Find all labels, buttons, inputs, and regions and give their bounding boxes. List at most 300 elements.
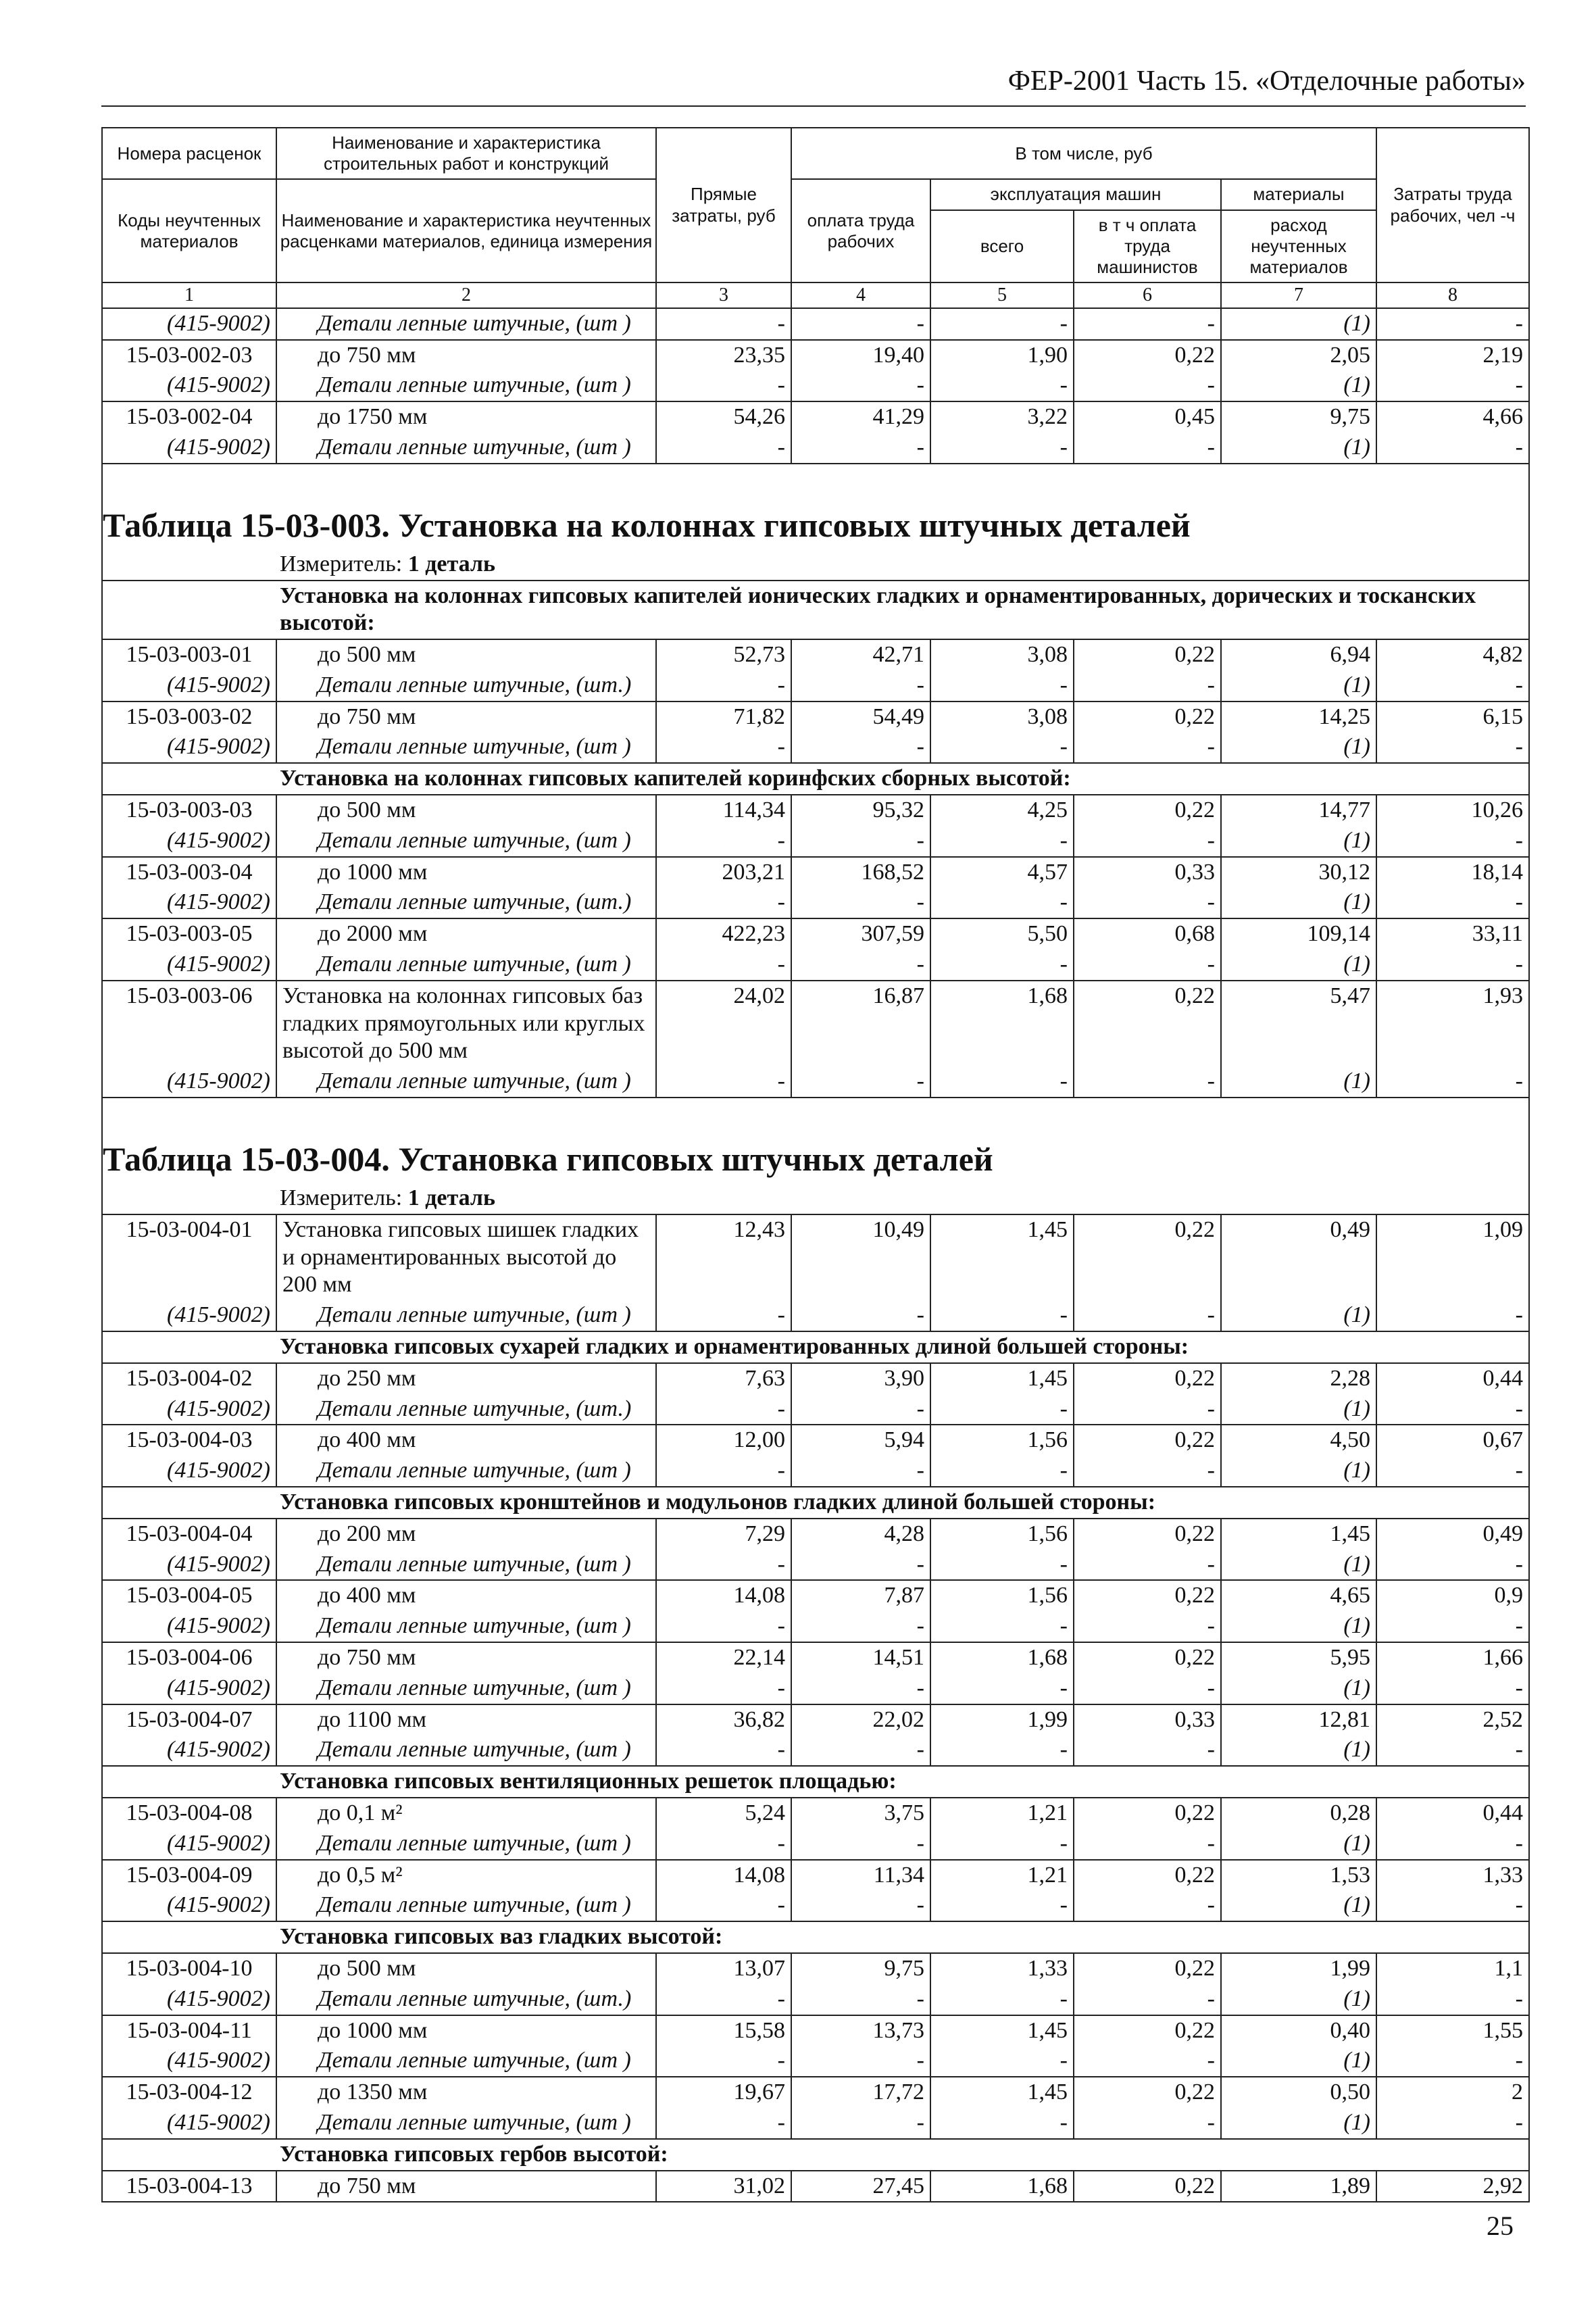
machines-total-cell: 4,57 (930, 857, 1074, 888)
material-name: Детали лепные штучные, (шт ) (276, 433, 656, 464)
rate-row (102, 2015, 1529, 2046)
material-code: (415-9002) (102, 950, 276, 981)
operator-pay-cell: - (1074, 1984, 1221, 2015)
labor-costs-cell: - (1376, 1829, 1529, 1860)
rate-code: 15-03-004-07 (102, 1704, 276, 1736)
machines-total-cell: - (930, 1829, 1074, 1860)
rate-code: 15-03-004-09 (102, 1860, 276, 1891)
operator-pay-cell: 0,22 (1074, 1214, 1221, 1300)
rate-row (102, 340, 1529, 371)
machines-total-cell: 1,68 (930, 2171, 1074, 2202)
direct-costs-cell: 36,82 (656, 1704, 791, 1736)
operator-pay-cell: - (1074, 2046, 1221, 2077)
operator-pay-cell: - (1074, 308, 1221, 340)
operator-pay-cell: - (1074, 1394, 1221, 1425)
material-consumption-cell: (1) (1221, 950, 1376, 981)
material-row (102, 670, 1529, 701)
operator-pay-cell: 0,22 (1074, 1425, 1221, 1456)
direct-costs-cell: - (656, 1890, 791, 1921)
direct-costs-cell: 114,34 (656, 795, 791, 826)
direct-costs-cell: 7,29 (656, 1519, 791, 1550)
material-consumption-cell: 1,89 (1221, 2171, 1376, 2202)
group-heading-row (102, 2139, 1529, 2171)
worker-pay-cell: - (791, 308, 930, 340)
material-code: (415-9002) (102, 1735, 276, 1766)
machines-total-cell: 1,21 (930, 1860, 1074, 1891)
labor-costs-cell: 2,52 (1376, 1704, 1529, 1736)
material-consumption-cell: 4,50 (1221, 1425, 1376, 1456)
direct-costs-cell: - (656, 887, 791, 918)
labor-costs-cell: - (1376, 433, 1529, 464)
col-head-including: В том числе, руб (791, 128, 1376, 179)
operator-pay-cell: 0,68 (1074, 918, 1221, 950)
labor-costs-cell: 1,09 (1376, 1214, 1529, 1300)
labor-costs-cell: 1,66 (1376, 1642, 1529, 1673)
rate-row (102, 401, 1529, 433)
work-name: до 750 мм (276, 1642, 656, 1673)
material-name: Детали лепные штучные, (шт.) (276, 1394, 656, 1425)
material-row (102, 433, 1529, 464)
material-code: (415-9002) (102, 308, 276, 340)
direct-costs-cell: 14,08 (656, 1860, 791, 1891)
rate-row (102, 2077, 1529, 2108)
machines-total-cell: 1,99 (930, 1704, 1074, 1736)
worker-pay-cell: 11,34 (791, 1860, 930, 1891)
col-head-material-name: Наименование и характеристика неучтенных расценками материалов, единица измерения (276, 179, 656, 282)
group-heading: Установка гипсовых сухарей гладких и орнаментированных длиной большей стороны: (102, 1331, 1529, 1363)
worker-pay-cell: - (791, 950, 930, 981)
worker-pay-cell: 22,02 (791, 1704, 930, 1736)
col-head-work-name: Наименование и характеристика строительных работ и конструкций (276, 128, 656, 179)
operator-pay-cell: - (1074, 2108, 1221, 2139)
worker-pay-cell: 10,49 (791, 1214, 930, 1300)
worker-pay-cell: 41,29 (791, 401, 930, 433)
material-consumption-cell: 2,05 (1221, 340, 1376, 371)
spacer-row (102, 464, 1529, 505)
direct-costs-cell: 14,08 (656, 1580, 791, 1611)
rate-row (102, 2171, 1529, 2202)
material-consumption-cell: 12,81 (1221, 1704, 1376, 1736)
measure-line (102, 1183, 1529, 1214)
material-consumption-cell: (1) (1221, 1066, 1376, 1098)
rate-code: 15-03-002-03 (102, 340, 276, 371)
operator-pay-cell: 0,22 (1074, 981, 1221, 1066)
operator-pay-cell: 0,22 (1074, 2171, 1221, 2202)
labor-costs-cell: - (1376, 732, 1529, 763)
work-name: до 1100 мм (276, 1704, 656, 1736)
table-title: Таблица 15-03-004. Установка гипсовых штучных деталей (102, 1139, 1529, 1183)
labor-costs-cell: - (1376, 950, 1529, 981)
material-consumption-cell: (1) (1221, 1984, 1376, 2015)
material-name: Детали лепные штучные, (шт ) (276, 1300, 656, 1331)
rate-code: 15-03-003-03 (102, 795, 276, 826)
operator-pay-cell: 0,22 (1074, 639, 1221, 670)
rate-row (102, 1580, 1529, 1611)
material-consumption-cell: (1) (1221, 1829, 1376, 1860)
worker-pay-cell: - (791, 1066, 930, 1098)
material-consumption-cell: (1) (1221, 2046, 1376, 2077)
group-heading: Установка на колоннах гипсовых капителей ионических гладких и орнаментированных, дорических и тосканских высотой: (102, 581, 1529, 640)
col-head-material-codes: Коды неучтенных материалов (102, 179, 276, 282)
work-name: до 200 мм (276, 1519, 656, 1550)
worker-pay-cell: - (791, 670, 930, 701)
material-consumption-cell: (1) (1221, 1456, 1376, 1487)
spacer-row (102, 1098, 1529, 1139)
operator-pay-cell: 0,22 (1074, 1642, 1221, 1673)
machines-total-cell: - (930, 433, 1074, 464)
direct-costs-cell: 422,23 (656, 918, 791, 950)
machines-total-cell: - (930, 1735, 1074, 1766)
material-consumption-cell: 9,75 (1221, 401, 1376, 433)
direct-costs-cell: - (656, 950, 791, 981)
machines-total-cell: 5,50 (930, 918, 1074, 950)
direct-costs-cell: - (656, 1066, 791, 1098)
material-row (102, 308, 1529, 340)
material-consumption-cell: (1) (1221, 308, 1376, 340)
material-code: (415-9002) (102, 1300, 276, 1331)
material-row (102, 887, 1529, 918)
rate-row (102, 701, 1529, 733)
material-consumption-cell: (1) (1221, 1550, 1376, 1581)
group-heading-row (102, 581, 1529, 640)
machines-total-cell: - (930, 732, 1074, 763)
table-title-row (102, 1139, 1529, 1183)
material-code: (415-9002) (102, 1066, 276, 1098)
labor-costs-cell: 2,92 (1376, 2171, 1529, 2202)
labor-costs-cell: 18,14 (1376, 857, 1529, 888)
labor-costs-cell: 0,44 (1376, 1363, 1529, 1394)
worker-pay-cell: 168,52 (791, 857, 930, 888)
machines-total-cell: 1,68 (930, 1642, 1074, 1673)
col-head-machines: эксплуатация машин (930, 179, 1221, 210)
operator-pay-cell: - (1074, 1456, 1221, 1487)
worker-pay-cell: 3,90 (791, 1363, 930, 1394)
work-name: Установка гипсовых шишек гладких и орнаментированных высотой до 200 мм (276, 1214, 656, 1300)
labor-costs-cell: - (1376, 1550, 1529, 1581)
material-consumption-cell: 0,49 (1221, 1214, 1376, 1300)
worker-pay-cell: 5,94 (791, 1425, 930, 1456)
labor-costs-cell: 6,15 (1376, 701, 1529, 733)
work-name: до 400 мм (276, 1580, 656, 1611)
table-title: Таблица 15-03-003. Установка на колоннах гипсовых штучных деталей (102, 505, 1529, 549)
work-name: до 1750 мм (276, 401, 656, 433)
work-name: до 500 мм (276, 795, 656, 826)
worker-pay-cell: 14,51 (791, 1642, 930, 1673)
labor-costs-cell: - (1376, 1735, 1529, 1766)
machines-total-cell: - (930, 1550, 1074, 1581)
rate-code: 15-03-004-02 (102, 1363, 276, 1394)
material-consumption-cell: 5,95 (1221, 1642, 1376, 1673)
material-consumption-cell: 30,12 (1221, 857, 1376, 888)
machines-total-cell: 1,45 (930, 2015, 1074, 2046)
rate-code: 15-03-004-03 (102, 1425, 276, 1456)
material-row (102, 950, 1529, 981)
rate-row (102, 1704, 1529, 1736)
group-heading: Установка гипсовых гербов высотой: (102, 2139, 1529, 2171)
material-name: Детали лепные штучные, (шт ) (276, 370, 656, 401)
rate-code: 15-03-004-12 (102, 2077, 276, 2108)
direct-costs-cell: - (656, 1829, 791, 1860)
worker-pay-cell: - (791, 1829, 930, 1860)
column-number: 1 (102, 282, 276, 308)
worker-pay-cell: - (791, 732, 930, 763)
worker-pay-cell: 16,87 (791, 981, 930, 1066)
rate-row (102, 1519, 1529, 1550)
labor-costs-cell: 10,26 (1376, 795, 1529, 826)
labor-costs-cell: - (1376, 1984, 1529, 2015)
work-name: до 250 мм (276, 1363, 656, 1394)
rate-code: 15-03-004-04 (102, 1519, 276, 1550)
material-consumption-cell: (1) (1221, 1673, 1376, 1704)
material-consumption-cell: 2,28 (1221, 1363, 1376, 1394)
machines-total-cell: 3,08 (930, 639, 1074, 670)
worker-pay-cell: - (791, 370, 930, 401)
material-row (102, 1550, 1529, 1581)
column-number: 6 (1074, 282, 1221, 308)
labor-costs-cell: 4,66 (1376, 401, 1529, 433)
direct-costs-cell: - (656, 670, 791, 701)
direct-costs-cell: - (656, 433, 791, 464)
rate-row (102, 1798, 1529, 1829)
col-head-labor-costs: Затраты труда рабочих, чел -ч (1376, 128, 1529, 282)
material-consumption-cell: (1) (1221, 887, 1376, 918)
table-header (102, 128, 1529, 308)
labor-costs-cell: 1,33 (1376, 1860, 1529, 1891)
material-row (102, 370, 1529, 401)
operator-pay-cell: 0,22 (1074, 2015, 1221, 2046)
rate-code: 15-03-004-10 (102, 1953, 276, 1984)
machines-total-cell: - (930, 887, 1074, 918)
direct-costs-cell: 12,43 (656, 1214, 791, 1300)
labor-costs-cell: - (1376, 2108, 1529, 2139)
material-name: Детали лепные штучные, (шт.) (276, 887, 656, 918)
direct-costs-cell: - (656, 2108, 791, 2139)
operator-pay-cell: 0,22 (1074, 2077, 1221, 2108)
operator-pay-cell: 0,22 (1074, 1953, 1221, 1984)
operator-pay-cell: 0,22 (1074, 1580, 1221, 1611)
worker-pay-cell: - (791, 1300, 930, 1331)
material-row (102, 1829, 1529, 1860)
table-body (102, 308, 1529, 2202)
column-number: 7 (1221, 282, 1376, 308)
material-consumption-cell: (1) (1221, 1300, 1376, 1331)
col-head-operator-pay: в т ч оплата труда машинистов (1074, 210, 1221, 283)
material-row (102, 2046, 1529, 2077)
labor-costs-cell: - (1376, 1300, 1529, 1331)
material-consumption-cell: (1) (1221, 2108, 1376, 2139)
labor-costs-cell: - (1376, 1890, 1529, 1921)
operator-pay-cell: 0,33 (1074, 857, 1221, 888)
group-heading: Установка гипсовых ваз гладких высотой: (102, 1921, 1529, 1953)
rate-row (102, 981, 1529, 1066)
machines-total-cell: - (930, 370, 1074, 401)
running-header: ФЕР-2001 Часть 15. «Отделочные работы» (1007, 66, 1526, 97)
worker-pay-cell: - (791, 2108, 930, 2139)
worker-pay-cell: 95,32 (791, 795, 930, 826)
column-number-row (102, 282, 1529, 308)
machines-total-cell: - (930, 1300, 1074, 1331)
material-row (102, 1394, 1529, 1425)
direct-costs-cell: 19,67 (656, 2077, 791, 2108)
work-name: до 500 мм (276, 1953, 656, 1984)
rate-code: 15-03-004-06 (102, 1642, 276, 1673)
material-consumption-cell: 14,77 (1221, 795, 1376, 826)
operator-pay-cell: - (1074, 1735, 1221, 1766)
material-code: (415-9002) (102, 887, 276, 918)
direct-costs-cell: 71,82 (656, 701, 791, 733)
material-code: (415-9002) (102, 732, 276, 763)
rate-code: 15-03-003-02 (102, 701, 276, 733)
material-code: (415-9002) (102, 433, 276, 464)
spacer-cell (102, 464, 1529, 505)
material-code: (415-9002) (102, 1673, 276, 1704)
operator-pay-cell: 0,22 (1074, 1519, 1221, 1550)
labor-costs-cell: - (1376, 1673, 1529, 1704)
material-code: (415-9002) (102, 1890, 276, 1921)
operator-pay-cell: - (1074, 1550, 1221, 1581)
rate-code: 15-03-004-08 (102, 1798, 276, 1829)
operator-pay-cell: - (1074, 1611, 1221, 1642)
labor-costs-cell: - (1376, 1066, 1529, 1098)
column-number: 3 (656, 282, 791, 308)
material-name: Детали лепные штучные, (шт ) (276, 1550, 656, 1581)
direct-costs-cell: 12,00 (656, 1425, 791, 1456)
work-name: Установка на колоннах гипсовых баз гладких прямоугольных или круглых высотой до 500 мм (276, 981, 656, 1066)
direct-costs-cell: - (656, 826, 791, 857)
rate-code: 15-03-003-01 (102, 639, 276, 670)
rate-code: 15-03-004-05 (102, 1580, 276, 1611)
operator-pay-cell: 0,33 (1074, 1704, 1221, 1736)
material-code: (415-9002) (102, 1550, 276, 1581)
machines-total-cell: 1,56 (930, 1519, 1074, 1550)
rate-row (102, 1214, 1529, 1300)
labor-costs-cell: 33,11 (1376, 918, 1529, 950)
worker-pay-cell: 54,49 (791, 701, 930, 733)
labor-costs-cell: - (1376, 370, 1529, 401)
rate-row (102, 857, 1529, 888)
material-consumption-cell: (1) (1221, 826, 1376, 857)
rate-code: 15-03-004-11 (102, 2015, 276, 2046)
labor-costs-cell: - (1376, 1611, 1529, 1642)
machines-total-cell: - (930, 1456, 1074, 1487)
machines-total-cell: - (930, 1890, 1074, 1921)
machines-total-cell: - (930, 1673, 1074, 1704)
rate-row (102, 1953, 1529, 1984)
work-name: до 1000 мм (276, 2015, 656, 2046)
worker-pay-cell: 19,40 (791, 340, 930, 371)
machines-total-cell: - (930, 670, 1074, 701)
material-name: Детали лепные штучные, (шт ) (276, 1673, 656, 1704)
material-consumption-cell: 5,47 (1221, 981, 1376, 1066)
rates-table (101, 127, 1530, 2202)
worker-pay-cell: - (791, 1984, 930, 2015)
work-name: до 0,5 м² (276, 1860, 656, 1891)
direct-costs-cell: - (656, 370, 791, 401)
worker-pay-cell: 9,75 (791, 1953, 930, 1984)
operator-pay-cell: 0,22 (1074, 1798, 1221, 1829)
material-consumption-cell: (1) (1221, 1394, 1376, 1425)
measure-line (102, 549, 1529, 581)
operator-pay-cell: - (1074, 1673, 1221, 1704)
material-row (102, 1066, 1529, 1098)
rate-row (102, 639, 1529, 670)
direct-costs-cell: - (656, 308, 791, 340)
material-row (102, 826, 1529, 857)
machines-total-cell: 1,56 (930, 1580, 1074, 1611)
worker-pay-cell: - (791, 826, 930, 857)
material-consumption-cell: (1) (1221, 1890, 1376, 1921)
machines-total-cell: 4,25 (930, 795, 1074, 826)
machines-total-cell: 1,90 (930, 340, 1074, 371)
material-consumption-cell: 109,14 (1221, 918, 1376, 950)
labor-costs-cell: 0,44 (1376, 1798, 1529, 1829)
rate-row (102, 795, 1529, 826)
material-code: (415-9002) (102, 1611, 276, 1642)
material-consumption-cell: 0,50 (1221, 2077, 1376, 2108)
direct-costs-cell: - (656, 1984, 791, 2015)
direct-costs-cell: 23,35 (656, 340, 791, 371)
material-consumption-cell: 1,45 (1221, 1519, 1376, 1550)
material-name: Детали лепные штучные, (шт ) (276, 308, 656, 340)
group-heading: Установка на колоннах гипсовых капителей коринфских сборных высотой: (102, 763, 1529, 795)
material-consumption-cell: 1,53 (1221, 1860, 1376, 1891)
group-heading-row (102, 1487, 1529, 1519)
operator-pay-cell: 0,45 (1074, 401, 1221, 433)
direct-costs-cell: 24,02 (656, 981, 791, 1066)
work-name: до 1000 мм (276, 857, 656, 888)
material-consumption-cell: 4,65 (1221, 1580, 1376, 1611)
direct-costs-cell: - (656, 1394, 791, 1425)
material-code: (415-9002) (102, 1394, 276, 1425)
labor-costs-cell: 0,67 (1376, 1425, 1529, 1456)
material-name: Детали лепные штучные, (шт ) (276, 1066, 656, 1098)
col-head-material-consumption: расход неучтенных материалов (1221, 210, 1376, 283)
table-title-row (102, 505, 1529, 549)
direct-costs-cell: 7,63 (656, 1363, 791, 1394)
work-name: до 0,1 м² (276, 1798, 656, 1829)
operator-pay-cell: 0,22 (1074, 795, 1221, 826)
column-number: 5 (930, 282, 1074, 308)
labor-costs-cell: 2,19 (1376, 340, 1529, 371)
operator-pay-cell: - (1074, 950, 1221, 981)
labor-costs-cell: 0,9 (1376, 1580, 1529, 1611)
spacer-cell (102, 1098, 1529, 1139)
direct-costs-cell: - (656, 1300, 791, 1331)
worker-pay-cell: 307,59 (791, 918, 930, 950)
machines-total-cell: 3,08 (930, 701, 1074, 733)
machines-total-cell: - (930, 1984, 1074, 2015)
operator-pay-cell: - (1074, 732, 1221, 763)
machines-total-cell: - (930, 2108, 1074, 2139)
work-name: до 500 мм (276, 639, 656, 670)
rate-row (102, 1425, 1529, 1456)
operator-pay-cell: - (1074, 1300, 1221, 1331)
material-code: (415-9002) (102, 1456, 276, 1487)
machines-total-cell: 1,45 (930, 1214, 1074, 1300)
direct-costs-cell: 22,14 (656, 1642, 791, 1673)
material-consumption-cell: (1) (1221, 1611, 1376, 1642)
material-consumption-cell: (1) (1221, 1735, 1376, 1766)
material-row (102, 2108, 1529, 2139)
labor-costs-cell: - (1376, 308, 1529, 340)
material-name: Детали лепные штучные, (шт ) (276, 2046, 656, 2077)
material-consumption-cell: 0,40 (1221, 2015, 1376, 2046)
material-consumption-cell: (1) (1221, 370, 1376, 401)
worker-pay-cell: - (791, 2046, 930, 2077)
labor-costs-cell: 1,55 (1376, 2015, 1529, 2046)
worker-pay-cell: - (791, 887, 930, 918)
worker-pay-cell: 3,75 (791, 1798, 930, 1829)
